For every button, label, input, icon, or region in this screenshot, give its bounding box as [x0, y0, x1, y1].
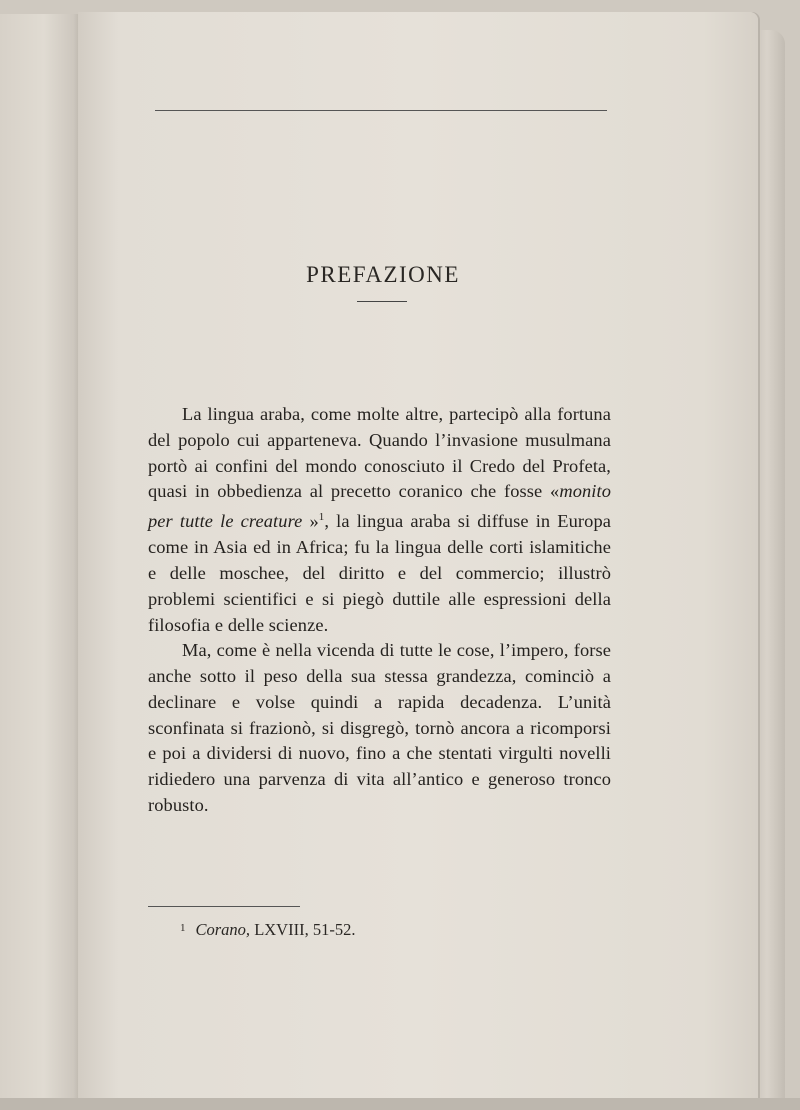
- footnote-ref: 1: [318, 511, 325, 524]
- footnote: $^1$ Corano, LXVIII, 51-52.: [180, 920, 356, 939]
- footnote-rule: [148, 906, 300, 907]
- bottom-shadow: [0, 1098, 800, 1110]
- body-text: [148, 402, 611, 819]
- page-edge-right: [755, 30, 785, 1105]
- left-page-edge: [0, 14, 81, 1104]
- header-rule: [155, 110, 607, 111]
- page-title: PREFAZIONE: [306, 262, 460, 287]
- quote-italic: monito per tutte le creature: [148, 481, 611, 532]
- paragraph-1: La lingua araba, come molte altre, partecipò alla fortuna del popolo cui apparteneva. Quando l’invasione musulmana portò ai confini del mondo conosciuto il Credo del Profeta, quasi in obbedienza al precetto coranico che fosse «monito per tutte le creature »$^1$, la lingua araba si diffuse in Europa come in Asia ed in Africa; fu la lingua delle corti islamitiche e delle moschee, del diritto e del commercio; illustrò problemi scientifici e si piegò duttile alle espressioni della filosofia e delle scienze.: [148, 404, 611, 635]
- title-rule: [357, 301, 407, 302]
- paragraph-2: Ma, come è nella vicenda di tutte le cose, l’impero, forse anche sotto il peso della sua stessa grandezza, cominciò a declinare e volse quindi a rapida decadenza. L’unità sconfinata si frazionò, si disgregò, tornò ancora a ricomporsi e poi a dividersi di nuovo, fino a che stentati virgulti novelli ridiedero una parvenza di vita all’antico e generoso tronco robusto.: [148, 640, 611, 816]
